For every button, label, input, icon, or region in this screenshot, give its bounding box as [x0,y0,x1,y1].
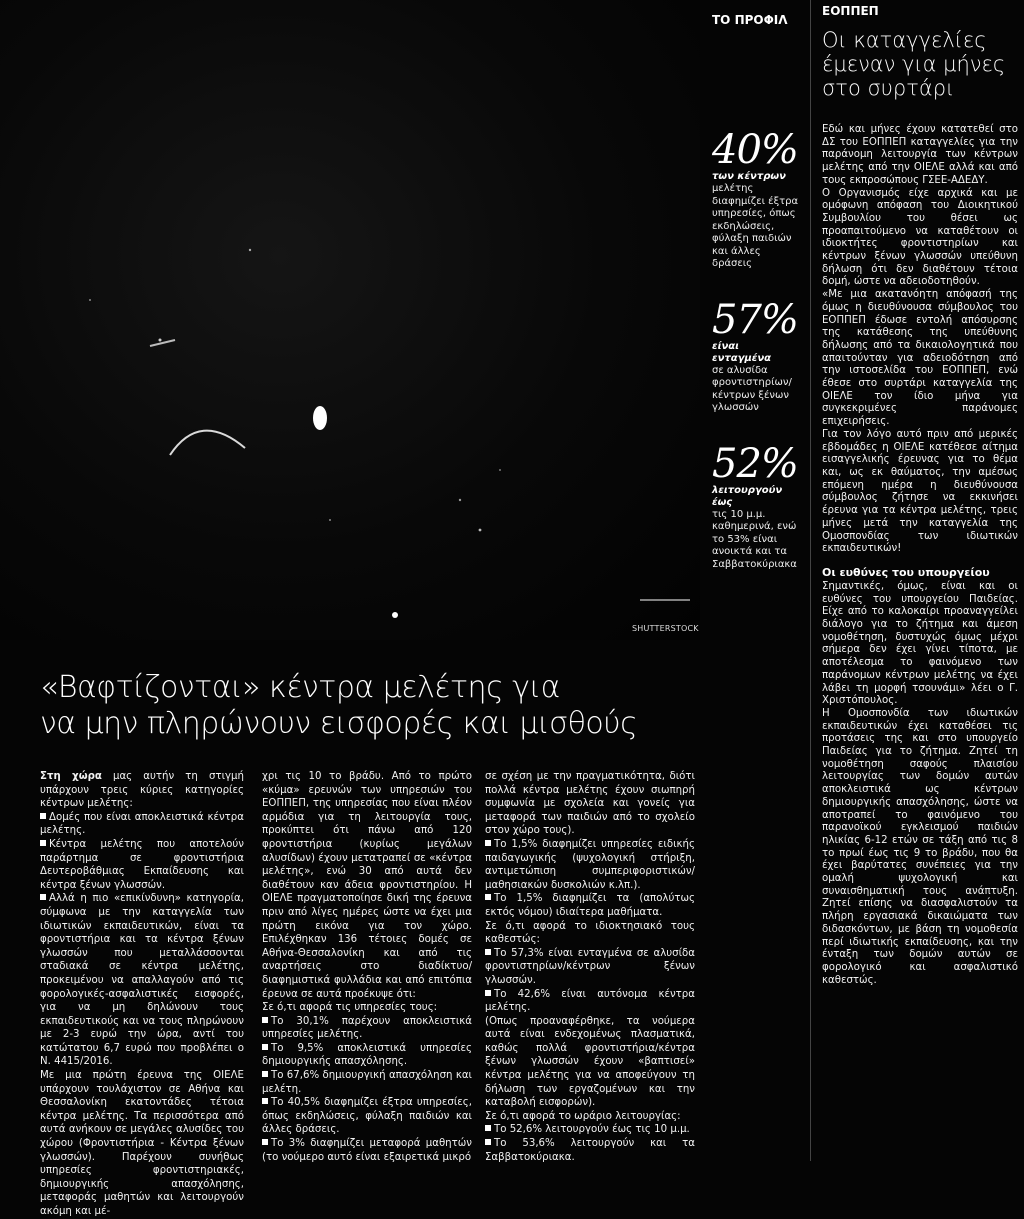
stat-value: 40% [712,127,798,173]
paragraph-text: Σε ό,τι αφορά τις υπηρεσίες τους: [262,1002,438,1014]
bullet-square-icon [485,840,491,846]
paragraph-text: Με μια πρώτη έρευνα της ΟΙΕΛΕ υπάρχουν τουλάχιστον σε Αθήνα και Θεσσαλονίκη εκατοντάδες τέτοια κέντρα μελέτης. Τα περισσότερα από αυτά ανήκουν σε μεγάλες αλυσίδες του χώρου (Φροντιστήρια - Κέντρα ξένων γλωσσών). Παρέχουν συνήθως υπηρεσίες φροντιστηριακές, δημιουργικής απασχόλησης, μεταφοράς μαθητών και λειτουργούν ακόμη και μέ- [40,1070,244,1217]
paragraph [485,1015,695,1110]
bullet-square-icon [262,1071,268,1077]
paragraph-text: Το 30,1% παρέχουν αποκλειστικά υπηρεσίες μελέτης. [262,1015,472,1041]
bullet-square-icon [40,813,46,819]
bullet-square-icon [40,894,46,900]
paragraph-text: μήνες έχουν κατατεθεί στο ΔΣ του ΕΟΠΠΕΠ καταγγελίες για την παράνομη λειτουργία των κέντρων μελέτης από την ΟΙΕΛΕ αλλά και από τους εκπροσώπους ΓΣΕΕ-ΑΔΕΔΥ. [822,124,1018,186]
paragraph [262,1015,472,1042]
paragraph [262,1001,472,1015]
article-column-2 [262,770,472,1164]
headline-line-1: «Βαφτίζονται» κέντρα μελέτης για [40,670,560,705]
article-photo [0,0,700,640]
bullet-square-icon [485,949,491,955]
paragraph-text: Το 57,3% είναι ενταγμένα σε αλυσίδα φροντιστηρίων/κέντρων ξένων γλωσσών. [485,947,695,986]
article-column-3 [485,770,695,1164]
paragraph-text: Το 1,5% διαφημίζει τα (απολύτως εκτός νόμου) ιδιαίτερα μαθήματα. [485,893,695,918]
paragraph-text: Σε ό,τι αφορά το ιδιοκτησιακό τους καθεστώς: [485,920,695,946]
profile-stat [712,440,800,572]
profile-label: ΤΟ ΠΡΟΦΙΛ [712,13,788,27]
paragraph [40,838,244,892]
paragraph [262,1096,472,1137]
paragraph-text: χρι τις 10 το βράδυ. Από το πρώτο «κύμα» ερευνών των υπηρεσιών του ΕΟΠΠΕΠ, της υπηρεσίας που είναι πλέον αρμόδια για τη λειτουργία τους, προκύπτει ότι πάνω από 120 φροντιστήρια (κυρίως μεγάλων αλυσίδων) έχουν μετατραπεί σε «κέντρα μελέτης», ενώ 30 από αυτά δεν διαθέτουν καν άδεια φροντιστηρίου. Η ΟΙΕΛΕ πραγματοποίησε δική της έρευνα πριν από λίγες ημέρες ώστε να έχει μια πρώτη εικόνα για τον χώρο. Επιλέχθηκαν 136 τέτοιες δομές σε Αθήνα-Θεσσαλονίκη και από τις αναρτήσεις στο διαδίκτυο/ διαφημιστικά φυλλάδια και από επιτόπια έρευνα σε αυτά προέκυψε ότι: [262,771,472,1000]
bullet-square-icon [485,1125,491,1131]
stat-text: μελέτης διαφημίζει έξτρα υπηρεσίες, όπως εκδηλώσεις, φύλαξη παιδιών και άλλες δράσεις [712,183,799,269]
paragraph [485,1110,695,1124]
profile-box [712,14,800,599]
stat-heading: λειτουργούν έως [712,484,783,508]
paragraph [40,811,244,838]
paragraph-text: Ο Οργανισμός είχε αρχικά και με ομόφωνη απόφαση του Διοικητικού Συμβουλίου του θέσει ως προαπαιτούμενο να καταθέτουν οι ιδιοκτήτες φροντιστηρίων και κέντρων ξένων γλωσσών υπεύθυνη δήλωση ότι δεν διαθέτουν τέτοια δομή, ώστε να αδειοδοτηθούν. [822,187,1018,288]
sidebar-title: Οι καταγγελίες έμεναν για μήνες στο συρτάρι [822,28,1006,100]
sidebar-article [822,0,1018,987]
paragraph [822,289,1018,429]
paragraph-text: Το 67,6% δημιουργική απασχόληση και μελέτη. [262,1070,472,1095]
paragraph [822,188,1018,290]
paragraph [822,124,1018,188]
paragraph-text: Το 53,6% λειτουργούν και τα Σαββατοκύριακα. [485,1138,695,1163]
bullet-square-icon [485,894,491,900]
stat-text: τις 10 μ.μ. καθημερινά, ενώ το 53% είναι ανοικτά και τα Σαββατοκύριακα [712,508,797,570]
photo-credit: SHUTTERSTOCK [632,624,699,633]
profile-stats [712,129,800,571]
paragraph [262,1042,472,1069]
paragraph [485,1123,695,1137]
stat-value: 52% [712,440,798,487]
paragraph-text: Κέντρα μελέτης που αποτελούν παράρτημα σε φροντιστήρια Δευτεροβάθμιας Εκπαίδευσης και κέντρα ξένων γλωσσών. [40,838,244,891]
paragraph-text: μας αυτήν τη στιγμή υπάρχουν τρεις κύριες κατηγορίες κέντρων μελέτης: [40,771,244,810]
paragraph [262,770,472,1001]
article-column-1 [40,770,244,1219]
paragraph [485,1137,695,1164]
stat-value: 57% [712,296,798,343]
paragraph [485,947,695,988]
paragraph [40,892,244,1069]
paragraph [822,429,1018,556]
lead-in: Εδώ και [822,124,865,135]
bullet-square-icon [262,1044,268,1050]
lead-in: Στη χώρα [40,771,102,782]
paragraph-text: Το 9,5% αποκλειστικά υπηρεσίες δημιουργικής απασχόλησης. [262,1042,472,1068]
paragraph [40,770,244,811]
paragraph [262,1137,472,1164]
paragraph [485,838,695,892]
profile-stat [712,296,800,415]
paragraph [485,920,695,947]
paragraph-text: «Με μια ακατανόητη απόφασή της όμως η διευθύνουσα σύμβουλος του ΕΟΠΠΕΠ έδωσε εντολή απόσυρσης της κατάθεσης της υπεύθυνης δήλωσης από τα δικαιολογητικά που απαιτούνταν για αδειοδότηση από την ιστοσελίδα του ΕΟΠΠΕΠ, ενώ έθεσε στο συρτάρι καταγγελία της ΟΙΕΛΕ τον ίδιο μήνα για συγκεκριμένες παράνομες επιχειρήσεις. [822,289,1018,428]
column-divider [810,0,811,1161]
paragraph-text: Δομές που είναι αποκλειστικά κέντρα μελέτης. [40,811,244,837]
bullet-square-icon [262,1017,268,1023]
profile-stat [712,129,800,271]
paragraph-text: Το 52,6% λειτουργούν έως τις 10 μ.μ. [494,1124,690,1136]
paragraph [485,988,695,1015]
paragraph-text: Για τον λόγο αυτό πριν από μερικές εβδομάδες η ΟΙΕΛΕ κατέθεσε αίτημα εισαγγελικής έρευνας για το θέμα και, ως εκ θαύματος, την αμέσως επόμενη ημέρα η διευθύνουσα σύμβουλος ζήτησε να εκκινήσει έρευνα για τα κέντρα μελέτης, τρεις μήνες μετά την καταγγελία της Ομοσπονδίας των ιδιωτικών εκπαιδευτικών! [822,428,1018,555]
paragraph-text: Το 1,5% διαφημίζει υπηρεσίες ειδικής παιδαγωγικής (ψυχολογική στήριξη, αντιμετώπιση συμπεριφοριστικών/μαθησιακών δυσκολιών κ.λπ.). [485,838,695,891]
paragraph-text: Σε ό,τι αφορά το ωράριο λειτουργίας: [485,1110,681,1122]
bullet-square-icon [262,1139,268,1145]
paragraph [485,892,695,919]
sidebar-label: ΕΟΠΠΕΠ [822,4,879,18]
paragraph-text: Το 42,6% είναι αυτόνομα κέντρα μελέτης. [485,988,695,1014]
paragraph-text: Αλλά η πιο «επικίνδυνη» κατηγορία, σύμφωνα με την καταγγελία των ιδιωτικών εκπαιδευτικών, είναι τα φροντιστήρια και τα κέντρα ξένων γλωσσών που μεταλλάσσονται σταδιακά σε κέντρα μελέτης, προκειμένου να απαλλαγούν από τις φορολογικές-ασφαλιστικές εισφορές, για να μη δηλώνουν τους εκπαιδευτικούς και να τους πληρώνουν με 2-3 ευρώ την ώρα, αντί του κατώτατου 6,7 ευρώ που προβλέπει ο Ν. 4415/2016. [40,893,244,1068]
paragraph [262,1069,472,1096]
paragraph-text: Το 40,5% διαφημίζει έξτρα υπηρεσίες, όπως εκδηλώσεις, φύλαξη παιδιών και άλλες δράσεις. [262,1097,472,1136]
bullet-square-icon [485,990,491,996]
sidebar-section-2 [822,581,1018,988]
article-headline [40,670,680,742]
bullet-square-icon [485,1139,491,1145]
paragraph-text: Η Ομοσπονδία των ιδιωτικών εκπαιδευτικών έχει καταθέσει τις προτάσεις της και στο υπουργείο Παιδείας για το ζήτημα. Ζητεί τη νομοθέτηση σαφούς πλαισίου λειτουργίας των δομών αυτών αποκλειστικά ως κέντρων δημιουργικής απασχόλησης, ώστε να αποτραπεί το φαινόμενο του παρανοϊκού εγκλεισμού παιδιών ηλικίας 6-12 ετών σε τάξη από τις 8 το πρωί έως τις 9 το βράδυ, που θα έχει βαρύτατες συνέπειες για την ομαλή ψυχολογική και συναισθηματική τους ανάπτυξη. Ζητεί επίσης να διασφαλιστούν τα πλήρη εργασιακά δικαιώματα των διδασκόντων, με βάση τη νομοθεσία περί ιδιωτικής εκπαίδευσης, και την ένταξη των δομών αυτών σε φορολογικό και ασφαλιστικό καθεστώς. [822,707,1018,986]
paragraph [822,708,1018,987]
sidebar-section-1 [822,124,1018,556]
stat-heading: είναι ενταγμένα [712,340,772,364]
paragraph-text: Το 3% διαφημίζει μεταφορά μαθητών (το νούμερο αυτό είναι εξαιρετικά μικρό [262,1138,472,1163]
bullet-square-icon [262,1098,268,1104]
paragraph-text: Σημαντικές, όμως, είναι και οι ευθύνες του υπουργείου Παιδείας. Είχε από το καλοκαίρι προαναγγείλει διάλογο για το ζήτημα και άμεση νομοθέτηση, δυστυχώς όμως μέχρι σήμερα δεν έχει γίνει τίποτα, με αποτέλεσμα το φαινόμενο των παράνομων κέντρων μελέτης να έχει λάβει τη μορφή τσουνάμι» λέει ο Γ. Χριστόπουλος. [822,580,1018,707]
dark-photo-illustration [0,0,700,640]
bullet-square-icon [40,840,46,846]
headline-line-2: να μην πληρώνουν εισφορές και μισθούς [40,706,638,741]
paragraph-text: (Οπως προαναφέρθηκε, τα νούμερα αυτά είναι ενδεχομένως πλασματικά, καθώς πολλά φροντιστήρια/κέντρα ξένων γλωσσών έχουν «βαπτισεί» κέντρα μελέτης για να αποφεύγουν τη δήλωση των εργαζομένων και την καταβολή εισφορών). [485,1015,695,1109]
stat-text: σε αλυσίδα φροντιστηρίων/ κέντρων ξένων γλωσσών [712,364,792,413]
paragraph [40,1069,244,1219]
paragraph [822,581,1018,708]
stat-heading: των κέντρων [712,171,786,182]
sidebar-subhead: Οι ευθύνες του υπουργείου [822,565,990,579]
paragraph [485,770,695,838]
paragraph-text: σε σχέση με την πραγματικότητα, διότι πολλά κέντρα μελέτης έχουν σιωπηρή συμφωνία με σχολεία και γονείς για μεταφορά των παιδιών από το σχολείο στον χώρο τους). [485,771,695,837]
